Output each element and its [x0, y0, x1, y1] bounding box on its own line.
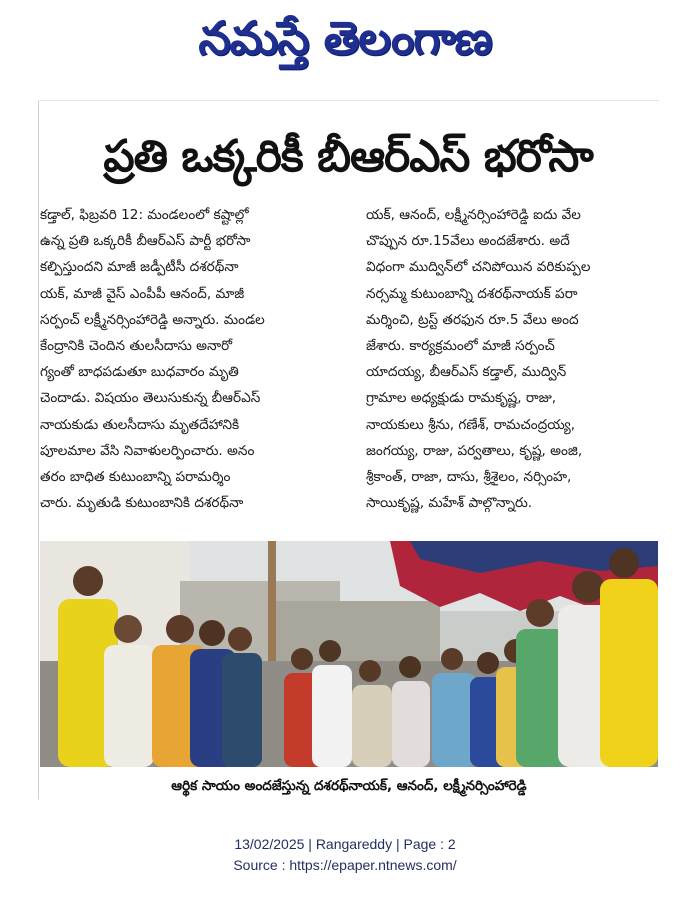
body-line: చొప్పున రూ.15వేలు అందజేశారు. అదే: [366, 233, 570, 250]
body-line: జంగయ్య, రాజు, పర్వతాలు, కృష్ణ, అంజి,: [366, 442, 583, 459]
photo-caption: ఆర్థిక సాయం అందజేస్తున్న దశరథ్‌నాయక్, ఆనంద్, లక్ష్మీనర్సింహారెడ్డి: [171, 778, 527, 794]
body-line: యక్, ఆనంద్, లక్ష్మీనర్సింహారెడ్డి ఐదు వేల: [366, 207, 581, 223]
newspaper-logo: నమస్తే తెలంగాణ: [198, 11, 492, 65]
body-line: తరం బాధిత కుటుంబాన్ని పరామర్శిం: [40, 469, 231, 486]
page-footer: [0, 834, 690, 876]
body-line: నర్సమ్మ కుటుంబాన్ని దశరథ్‌నాయక్ పరా: [366, 285, 578, 302]
body-line: గ్యంతో బాధపడుతూ బుధవారం మృతి: [40, 364, 239, 381]
article-headline: ప్రతి ఒక్కరికీ బీఆర్ఎస్ భరోసా: [103, 131, 593, 182]
body-line: కల్పిస్తుందని మాజీ జడ్పీటీసీ దశరథ్‌నా: [40, 259, 239, 276]
body-line: కడ్తాల్, ఫిబ్రవరి 12: మండలంలో కష్టాల్లో: [40, 207, 249, 223]
masthead: [0, 8, 690, 70]
body-line: శ్రీకాంత్, రాజా, దాసు, శ్రీశైలం, నర్సింహ,: [366, 469, 572, 486]
article-column-right: [366, 202, 656, 516]
body-line: చారు. మృతుడి కుటుంబానికి దశరథ్‌నా: [40, 495, 244, 512]
body-line: యాదయ్య, బీఆర్ఎస్ కడ్తాల్, ముద్విన్: [366, 364, 567, 381]
body-line: జేశారు. కార్యక్రమంలో మాజీ సర్పంచ్: [366, 338, 555, 355]
body-line: గ్రామాల అధ్యక్షుడు రామకృష్ణ, రాజు,: [366, 390, 557, 407]
source-link[interactable]: Source : https://epaper.ntnews.com/: [233, 857, 457, 873]
body-line: నాయకుడు తులసీదాసు మృతదేహానికి: [40, 416, 240, 433]
body-line: సర్పంచ్ లక్ష్మీనర్సింహారెడ్డి అన్నారు. మండల: [40, 311, 265, 328]
body-line: మర్శించి, ట్రస్ట్ తరఫున రూ.5 వేలు అంద: [366, 311, 579, 328]
body-line: విధంగా ముద్విన్‌లో చనిపోయిన వరికుప్పల: [366, 259, 591, 276]
body-line: సాయికృష్ణ, మహేశ్ పాల్గొన్నారు.: [366, 495, 533, 512]
body-line: చెందాడు. విషయం తెలుసుకున్న బీఆర్ఎస్: [40, 390, 261, 407]
body-line: పూలమాల వేసి నివాళులర్పించారు. అనం: [40, 442, 255, 459]
article-column-left: [40, 202, 362, 516]
group-photo-illustration: [40, 541, 658, 767]
edition-meta: 13/02/2025 | Rangareddy | Page : 2: [234, 836, 456, 852]
body-line: కేంద్రానికి చెందిన తులసీదాసు అనారో: [40, 338, 233, 355]
body-line: నాయకులు శ్రీను, గణేశ్, రామచంద్రయ్య,: [366, 416, 576, 433]
news-photo: [40, 541, 658, 767]
body-line: యక్, మాజీ వైస్ ఎంపీపీ ఆనంద్, మాజీ: [40, 285, 245, 302]
body-line: ఉన్న ప్రతి ఒక్కరికీ బీఆర్ఎస్ పార్టీ భరోసా: [40, 233, 251, 250]
